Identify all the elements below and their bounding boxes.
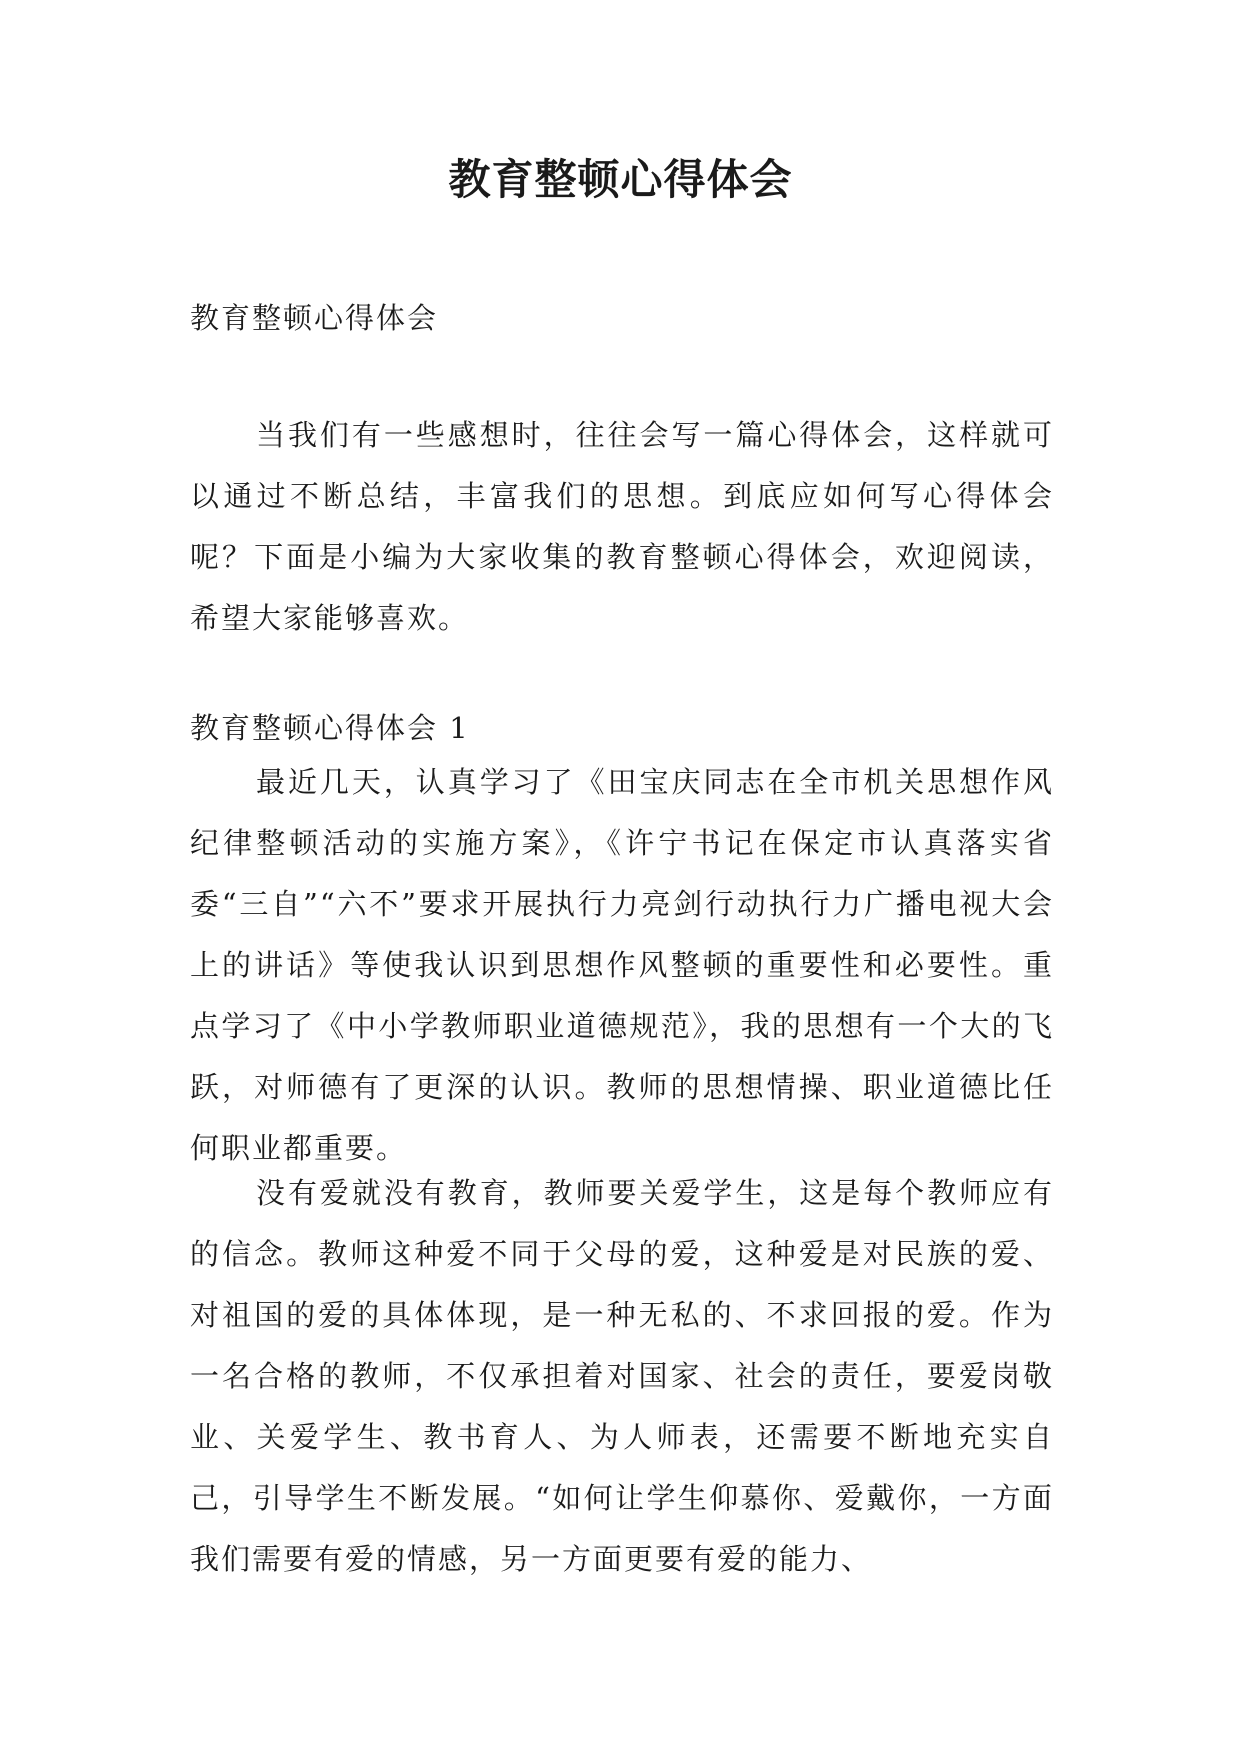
document-subtitle: 教育整顿心得体会 <box>190 301 439 335</box>
body-paragraph: 没有爱就没有教育，教师要关爱学生，这是每个教师应有的信念。教师这种爱不同于父母的爱，这种爱是对民族的爱、对祖国的爱的具体体现，是一种无私的、不求回报的爱。作为一名合格的教师，不仅承担着对国家、社会的责任，要爱岗敬业、关爱学生、教书育人、为人师表，还需要不断地充实自己，引导学生不断发展。“如何让学生仰慕你、爱戴你，一方面我们需要有爱的情感，另一方面更要有爱的能力、 <box>190 1176 1054 1576</box>
section-heading: 教育整顿心得体会 1 <box>190 711 470 745</box>
intro-paragraph: 当我们有一些感想时，往往会写一篇心得体会，这样就可以通过不断总结，丰富我们的思想。到底应如何写心得体会呢？下面是小编为大家收集的教育整顿心得体会，欢迎阅读，希望大家能够喜欢。 <box>190 418 1054 635</box>
body-paragraph: 最近几天，认真学习了《田宝庆同志在全市机关思想作风纪律整顿活动的实施方案》，《许宁书记在保定市认真落实省委“三自”“六不”要求开展执行力亮剑行动执行力广播电视大会上的讲话》等使我认识到思想作风整顿的重要性和必要性。重点学习了《中小学教师职业道德规范》，我的思想有一个大的飞跃，对师德有了更深的认识。教师的思想情操、职业道德比任何职业都重要。 <box>190 765 1054 1165</box>
document-title: 教育整顿心得体会 <box>448 155 793 204</box>
